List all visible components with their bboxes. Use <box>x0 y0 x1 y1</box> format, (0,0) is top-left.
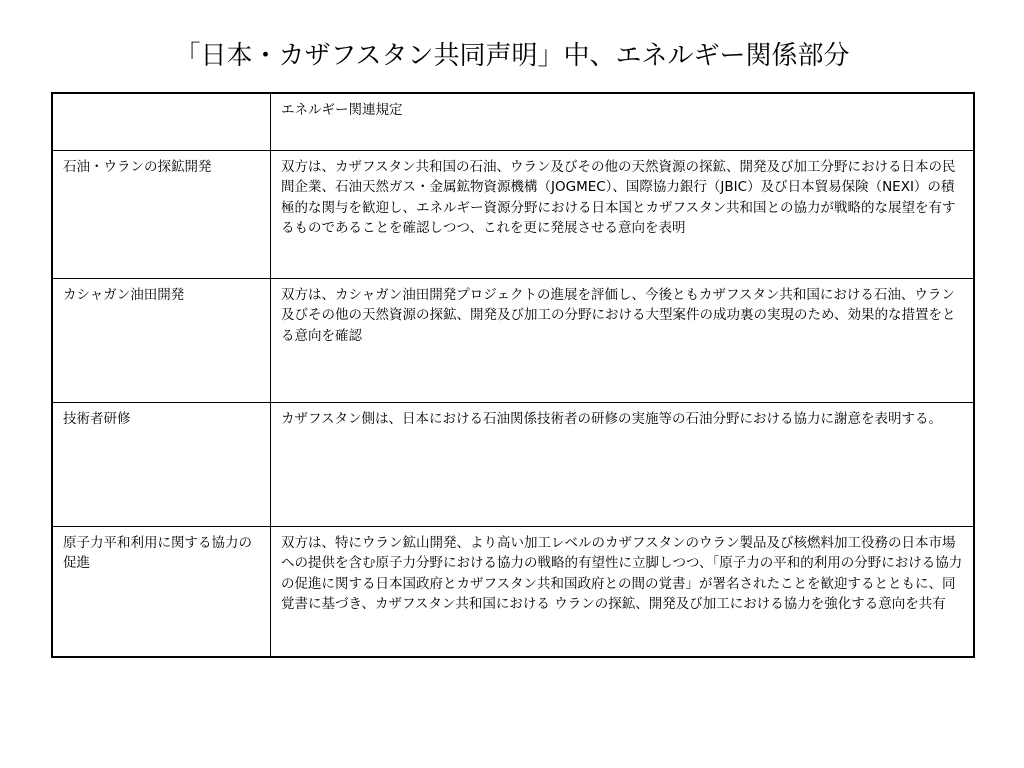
energy-provisions-table <box>53 94 973 656</box>
slide-title: 「日本・カザフスタン共同声明」中、エネルギー関係部分 <box>174 41 850 71</box>
row-content-cell: カザフスタン側は、日本における石油関係技術者の研修の実施等の石油分野における協力に謝意を表明する。 <box>271 402 974 526</box>
row-topic-cell: 技術者研修 <box>53 402 271 526</box>
table-row <box>53 150 973 278</box>
row-content-cell: 双方は、カザフスタン共和国の石油、ウラン及びその他の天然資源の探鉱、開発及び加工分野における日本の民間企業、石油天然ガス・金属鉱物資源機構（JOGMEC）、国際協力銀行（JBIC）及び日本貿易保険（NEXI）の積極的な関与を歓迎し、エネルギー資源分野における日本国とカザフスタン共和国との協力が戦略的な展望を有するものであることを確認しつつ、これを更に発展させる意向を表明 <box>271 150 974 278</box>
header-topic-cell <box>53 94 271 150</box>
table-row <box>53 526 973 656</box>
table-row <box>53 402 973 526</box>
row-content-cell: 双方は、カシャガン油田開発プロジェクトの進展を評価し、今後ともカザフスタン共和国における石油、ウラン及びその他の天然資源の探鉱、開発及び加工の分野における大型案件の成功裏の実現のため、効果的な措置をとる意向を確認 <box>271 278 974 402</box>
header-content-cell: エネルギー関連規定 <box>271 94 974 150</box>
table-row <box>53 278 973 402</box>
table-header-row <box>53 94 973 150</box>
row-content-cell: 双方は、特にウラン鉱山開発、より高い加工レベルのカザフスタンのウラン製品及び核燃料加工役務の日本市場への提供を含む原子力分野における協力の戦略的有望性に立脚しつつ、「原子力の平和的利用の分野における協力の促進に関する日本国政府とカザフスタン共和国政府との間の覚書」が署名されたことを歓迎するとともに、同覚書に基づき、カザフスタン共和国における ウランの探鉱、開発及び加工における協力を強化する意向を共有 <box>271 526 974 656</box>
row-topic-cell: 原子力平和利用に関する協力の促進 <box>53 526 271 656</box>
energy-provisions-table-frame <box>51 92 975 658</box>
row-topic-cell: カシャガン油田開発 <box>53 278 271 402</box>
row-topic-cell: 石油・ウランの探鉱開発 <box>53 150 271 278</box>
